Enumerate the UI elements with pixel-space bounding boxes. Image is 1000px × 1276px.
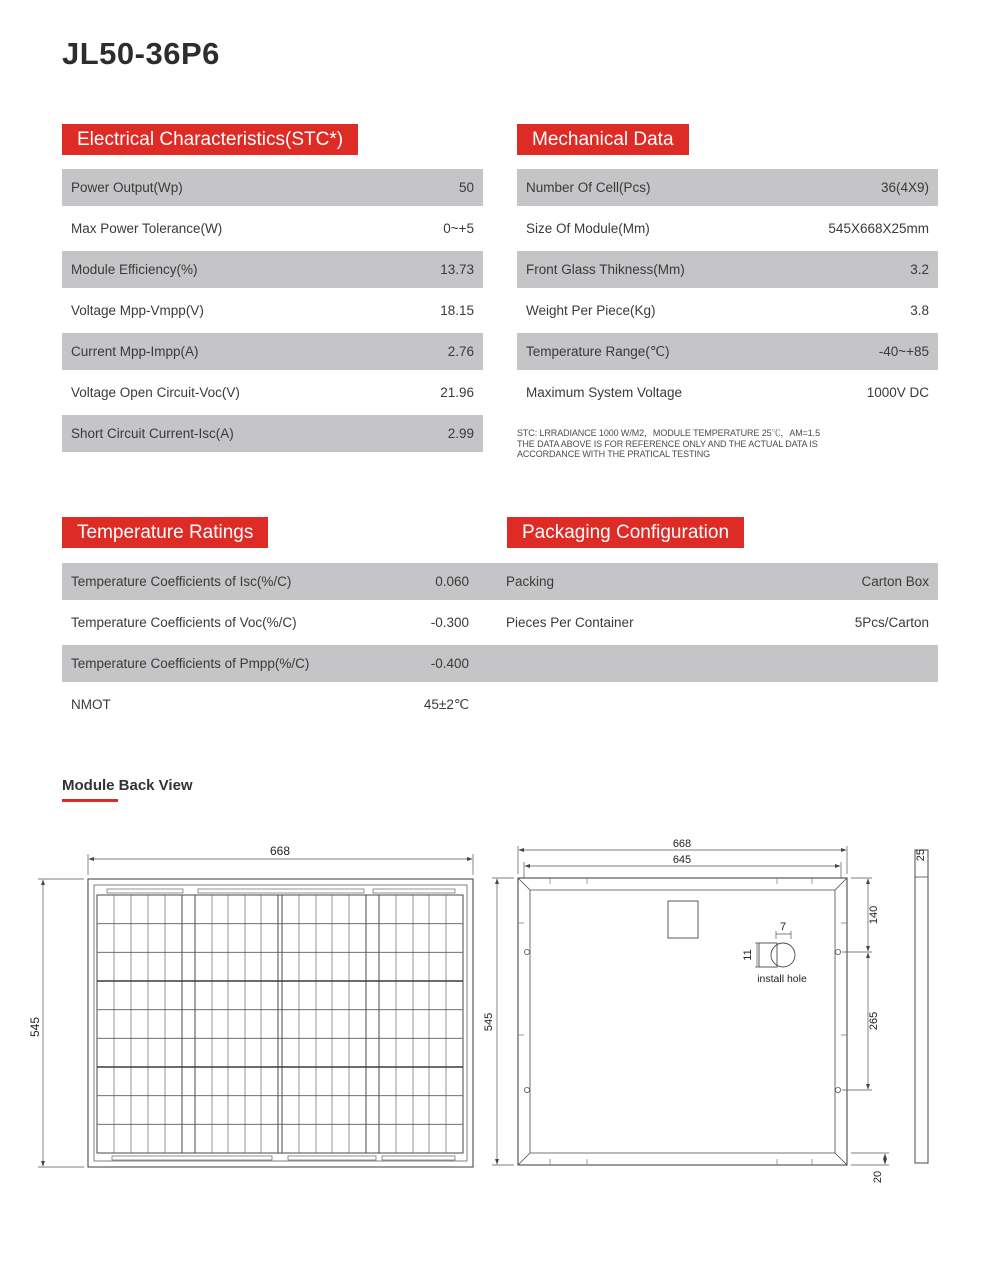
stc-note-line: STC: LRRADIANCE 1000 W/M2，MODULE TEMPERATURE 25℃，AM=1.5 <box>517 428 820 438</box>
row-label: Temperature Range(℃) <box>526 343 670 359</box>
table-row <box>62 251 483 288</box>
row-value: 50 <box>458 180 474 195</box>
dim-width-label: 668 <box>672 838 692 850</box>
row-label: Front Glass Thikness(Mm) <box>526 262 685 277</box>
dim-hole-spacing-label: 265 <box>868 1011 880 1031</box>
row-label: Maximum System Voltage <box>526 385 683 400</box>
table-row <box>62 645 938 682</box>
table-row <box>62 604 938 641</box>
right-frame-drawing <box>483 838 889 1183</box>
table-row <box>517 333 938 370</box>
row-value: 18.15 <box>440 303 474 318</box>
row-label: Short Circuit Current-Isc(A) <box>71 426 234 441</box>
table-row <box>62 210 483 247</box>
table-row <box>62 333 483 370</box>
install-hole-detail <box>742 921 807 985</box>
side-profile-drawing <box>915 849 928 1163</box>
row-value: -40~+85 <box>878 344 929 359</box>
row-label: Size Of Module(Mm) <box>526 221 650 236</box>
table-row <box>62 292 483 329</box>
table-row <box>517 374 938 411</box>
row-value: Carton Box <box>861 574 929 589</box>
left-module-drawing <box>28 844 473 1167</box>
dim-thickness-label: 25 <box>915 849 927 862</box>
table-row <box>62 563 938 600</box>
mounting-holes <box>524 949 840 1092</box>
section-header-packaging: Packaging Configuration <box>507 517 744 548</box>
heading-underline <box>62 799 118 802</box>
table-row <box>62 415 483 452</box>
row-label: Temperature Coefficients of Pmpp(%/C) <box>71 656 310 671</box>
stc-note-line: THE DATA ABOVE IS FOR REFERENCE ONLY AND THE ACTUAL DATA IS <box>517 438 818 449</box>
row-label: Temperature Coefficients of Isc(%/C) <box>71 574 292 589</box>
row-label: Number Of Cell(Pcs) <box>526 180 651 195</box>
row-value: 2.99 <box>447 426 474 441</box>
row-label: Weight Per Piece(Kg) <box>526 303 656 318</box>
row-value: 3.2 <box>910 262 929 277</box>
dim-inner-width-label: 645 <box>672 854 692 866</box>
dimension-lines <box>38 854 473 1167</box>
junction-box <box>668 901 698 938</box>
row-label: NMOT <box>71 697 111 712</box>
ribbon-strips <box>107 889 455 1160</box>
row-label: Module Efficiency(%) <box>71 262 198 277</box>
row-value: 5Pcs/Carton <box>854 615 929 630</box>
row-value: 0.060 <box>435 574 469 589</box>
row-value: -0.300 <box>430 615 469 630</box>
dimension-lines <box>492 846 889 1165</box>
dim-height-label: 545 <box>483 1012 495 1032</box>
electrical-table <box>62 169 483 456</box>
module-back-view-drawing <box>30 835 960 1207</box>
table-row <box>517 169 938 206</box>
bottom-tables <box>62 563 938 727</box>
row-label: Max Power Tolerance(W) <box>71 221 223 236</box>
install-hole-label: install hole <box>757 973 807 985</box>
section-header-temperature: Temperature Ratings <box>62 517 268 548</box>
row-label: Power Output(Wp) <box>71 180 183 195</box>
table-row <box>517 251 938 288</box>
row-label: Voltage Open Circuit-Voc(V) <box>71 385 240 400</box>
back-view-heading: Module Back View <box>62 777 193 794</box>
table-row <box>62 374 483 411</box>
row-value: 45±2℃ <box>423 696 469 712</box>
row-label: Voltage Mpp-Vmpp(V) <box>71 303 204 318</box>
dim-bottom-lip-label: 20 <box>872 1170 884 1184</box>
mechanical-table <box>517 169 938 415</box>
dim-width-label: 668 <box>269 844 291 858</box>
section-header-mechanical: Mechanical Data <box>517 124 689 155</box>
hole-width-label: 7 <box>779 921 787 933</box>
page-title: JL50-36P6 <box>62 36 220 71</box>
row-value: -0.400 <box>430 656 469 671</box>
row-label: Temperature Coefficients of Voc(%/C) <box>71 615 297 630</box>
dim-hole-offset-label: 140 <box>868 905 880 925</box>
row-value: 0~+5 <box>443 221 474 236</box>
dim-height-label: 545 <box>28 1016 42 1038</box>
table-row <box>62 686 938 723</box>
row-value: 13.73 <box>440 262 474 277</box>
row-value: 3.8 <box>910 303 929 318</box>
cell-grid <box>97 895 463 1153</box>
table-row <box>517 210 938 247</box>
row-value: 21.96 <box>440 385 474 400</box>
hole-height-label: 11 <box>742 949 754 961</box>
row-label: Pieces Per Container <box>506 615 634 630</box>
row-label: Packing <box>506 574 555 589</box>
stc-note-line: ACCORDANCE WITH THE PRATICAL TESTING <box>517 449 711 459</box>
section-header-electrical: Electrical Characteristics(STC*) <box>62 124 358 155</box>
row-value: 2.76 <box>447 344 474 359</box>
table-row <box>62 169 483 206</box>
row-label: Current Mpp-Impp(A) <box>71 344 199 359</box>
table-row <box>517 292 938 329</box>
row-value: 1000V DC <box>866 385 929 400</box>
stc-note <box>517 428 957 460</box>
row-value: 545X668X25mm <box>828 221 929 236</box>
row-value: 36(4X9) <box>880 180 929 195</box>
